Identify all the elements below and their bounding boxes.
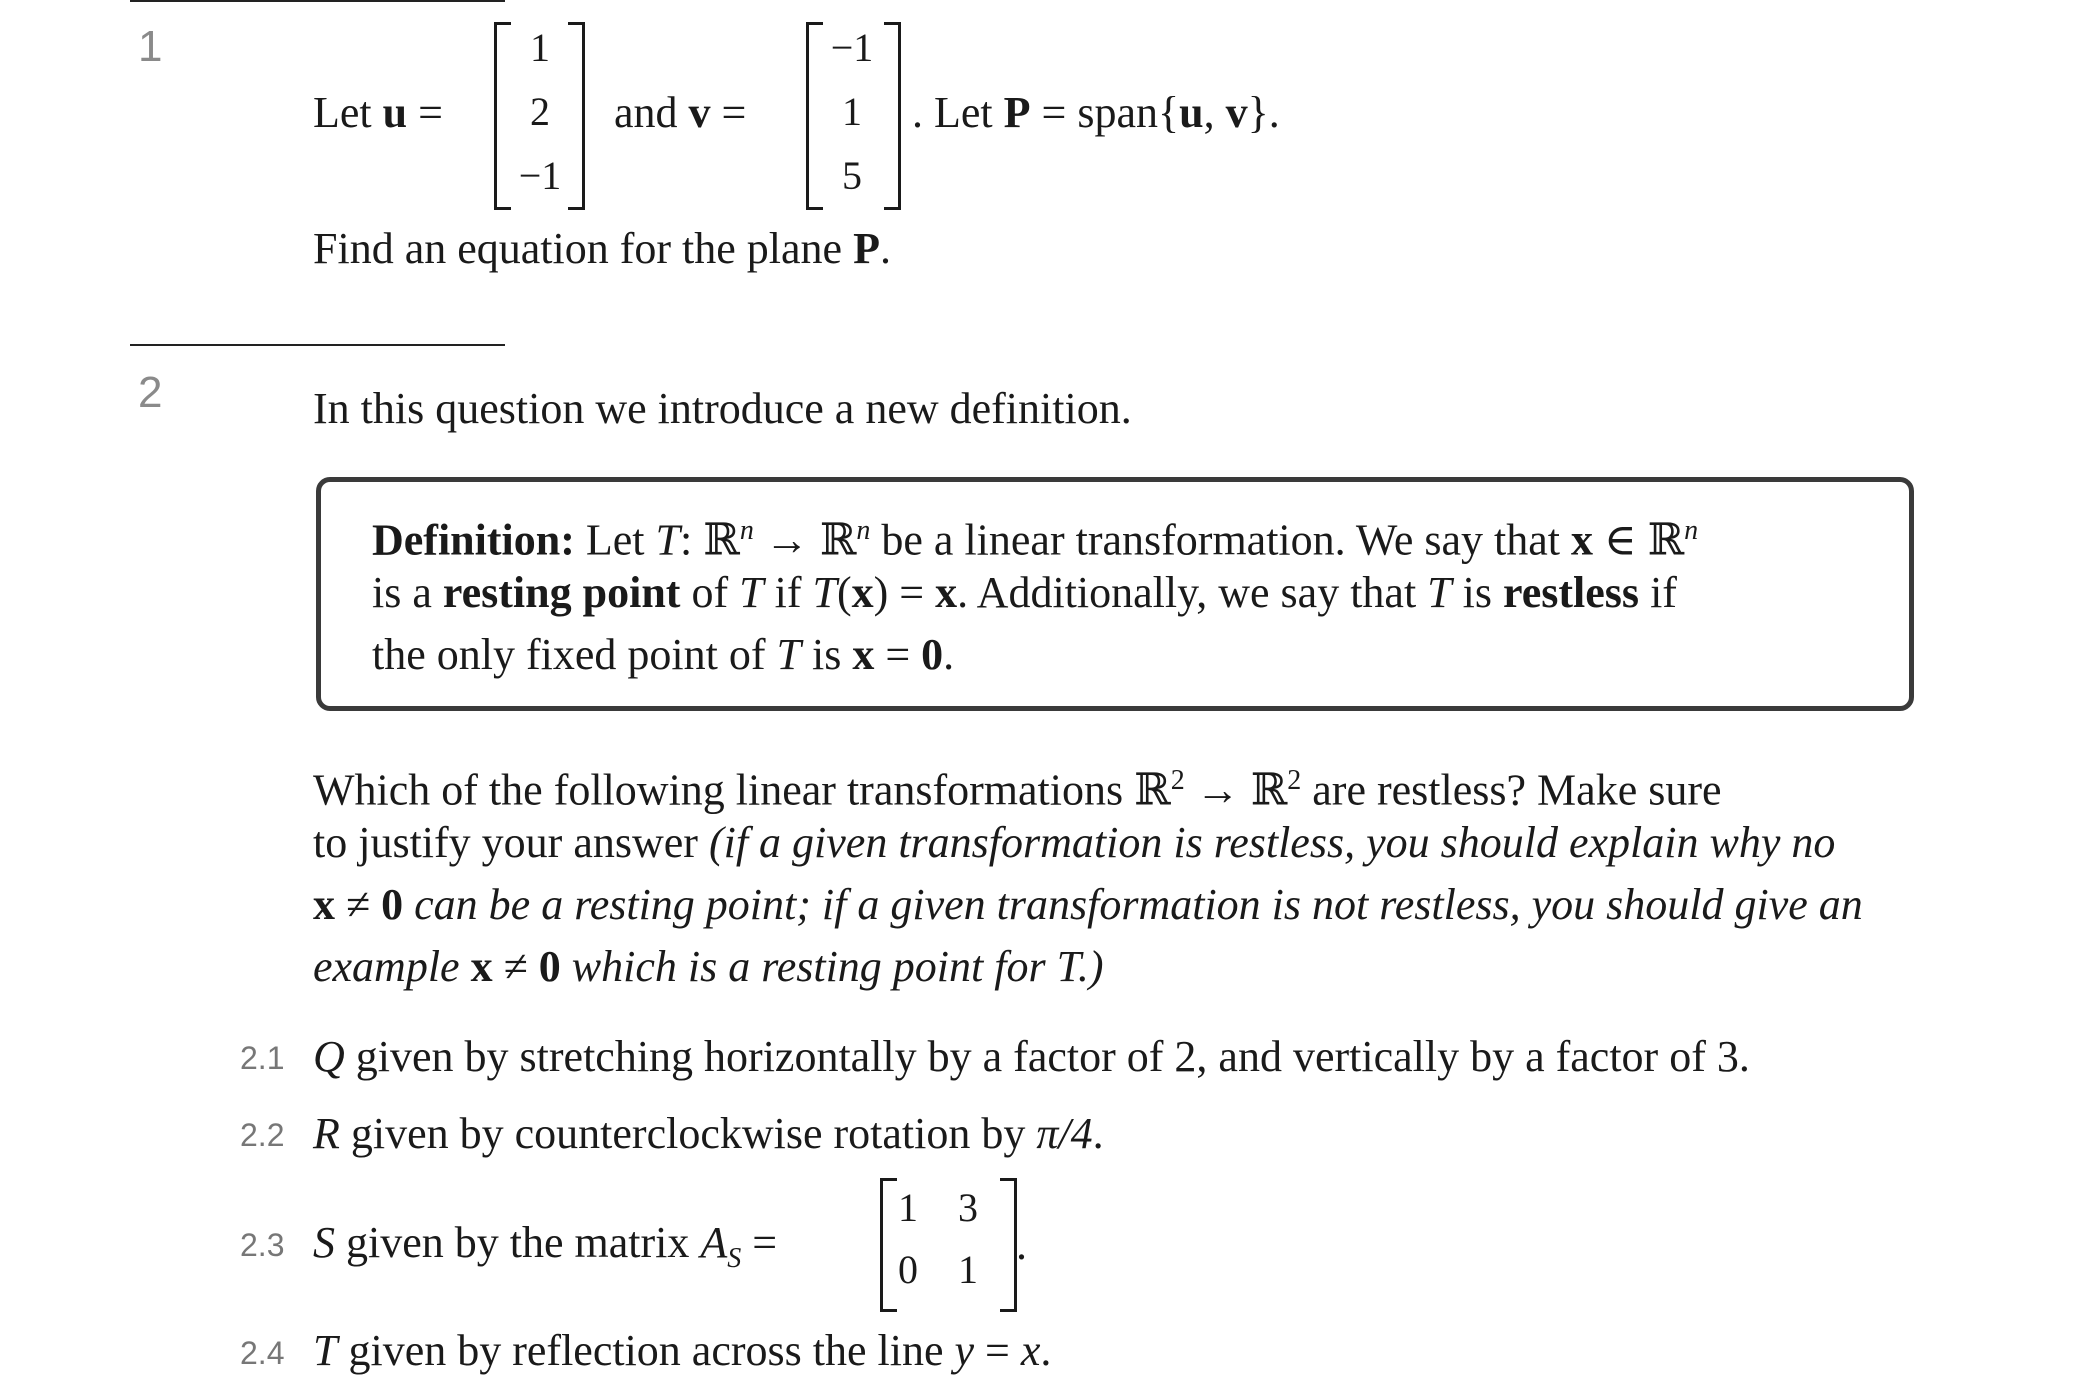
part-number-2-3: 2.3 bbox=[240, 1227, 285, 1263]
def-text: is bbox=[811, 630, 842, 679]
q-neq: ≠ bbox=[492, 942, 528, 991]
def-text: is a bbox=[372, 568, 432, 617]
def-sup: n bbox=[1684, 515, 1699, 546]
let-text: Let bbox=[313, 88, 372, 137]
span-comma: , bbox=[1203, 88, 1226, 137]
def-x: x bbox=[852, 630, 875, 679]
def-x: x bbox=[935, 568, 958, 617]
q-T: T bbox=[1056, 942, 1078, 991]
q-italic-text: .) bbox=[1077, 942, 1104, 991]
definition-line-2 bbox=[372, 562, 1677, 624]
def-x: x bbox=[1571, 515, 1594, 565]
let-p-text: . Let bbox=[912, 88, 993, 137]
span-u: u bbox=[1179, 88, 1204, 137]
q-italic-text: which is a resting point for bbox=[571, 942, 1046, 991]
part-text: given by stretching horizontally by a factor of 2, and vertically by a factor of 3. bbox=[355, 1032, 1750, 1081]
definition-line-3 bbox=[372, 624, 954, 686]
question-line-4 bbox=[313, 936, 1103, 998]
def-text: ( bbox=[836, 568, 852, 617]
def-text: is bbox=[1462, 568, 1493, 617]
p-symbol: P bbox=[1003, 88, 1031, 137]
q1-find-line bbox=[313, 218, 891, 280]
q-x: x bbox=[470, 942, 493, 991]
def-text: → ℝ bbox=[753, 515, 857, 565]
part-number-2-2: 2.2 bbox=[240, 1117, 285, 1153]
matrix-entry: 1 bbox=[958, 1247, 978, 1292]
def-text: : ℝ bbox=[680, 515, 740, 565]
v-vector-entry: −1 bbox=[830, 25, 874, 70]
u-symbol: u bbox=[382, 88, 408, 137]
question-number-2: 2 bbox=[138, 368, 163, 417]
q-text: → ℝ bbox=[1184, 765, 1288, 815]
span-v: v bbox=[1225, 88, 1248, 137]
part-math-y: y bbox=[954, 1326, 975, 1375]
def-x: x bbox=[851, 568, 874, 617]
matrix-entry: 0 bbox=[898, 1247, 918, 1292]
question-divider bbox=[130, 344, 505, 346]
def-T: T bbox=[776, 630, 801, 679]
part-var: S bbox=[313, 1218, 335, 1267]
span-close: }. bbox=[1247, 88, 1280, 137]
part-math: π/4 bbox=[1036, 1109, 1093, 1158]
def-text: if bbox=[1650, 568, 1677, 617]
def-T: T bbox=[1427, 568, 1452, 617]
def-sup: n bbox=[739, 515, 754, 546]
part-text: given by counterclockwise rotation by bbox=[350, 1109, 1026, 1158]
def-text: Let bbox=[585, 515, 645, 565]
part-2-1 bbox=[313, 1026, 1750, 1088]
part-end: . bbox=[1092, 1109, 1104, 1158]
def-T: T bbox=[739, 568, 764, 617]
matrix-entry: 3 bbox=[958, 1185, 978, 1230]
matrix-end: . bbox=[1016, 1220, 1027, 1269]
q-text: Which of the following linear transformations ℝ bbox=[313, 765, 1171, 815]
def-text: ∈ ℝ bbox=[1593, 515, 1685, 565]
q-text: to justify your answer bbox=[313, 818, 698, 867]
part-number-2-1: 2.1 bbox=[240, 1040, 285, 1076]
part-2-2 bbox=[313, 1103, 1104, 1165]
q-italic-text: (if a given transformation is restless, you should explain why no bbox=[708, 818, 1836, 867]
part-2-4 bbox=[313, 1320, 1051, 1382]
q-italic-text: can be a resting point; if a given transformation is not restless, you should give an bbox=[414, 880, 1863, 929]
question-line-2 bbox=[313, 812, 1835, 874]
matrix-sub: S bbox=[727, 1242, 742, 1274]
definition-line-1 bbox=[372, 500, 1698, 572]
q-x: x bbox=[313, 880, 335, 929]
u-vector-entry: 2 bbox=[530, 89, 550, 134]
top-divider bbox=[130, 0, 505, 2]
v-vector-entry: 5 bbox=[842, 153, 862, 198]
matrix-entry: 1 bbox=[898, 1185, 918, 1230]
def-text: ) = bbox=[873, 568, 925, 617]
q1-and-text bbox=[614, 82, 746, 144]
q-text: are restless? Make sure bbox=[1301, 765, 1722, 815]
def-text: of bbox=[691, 568, 729, 617]
q1-span-text bbox=[912, 82, 1280, 144]
and-text: and bbox=[614, 88, 678, 137]
def-text: be a linear transformation. We say that bbox=[870, 515, 1561, 565]
u-vector-entry: −1 bbox=[518, 153, 562, 198]
part-var: R bbox=[313, 1109, 340, 1158]
question-line-1 bbox=[313, 750, 1722, 822]
def-sup: n bbox=[856, 515, 871, 546]
v-vector-entry: 1 bbox=[842, 89, 862, 134]
part-var: Q bbox=[313, 1032, 345, 1081]
matrix-eq: = bbox=[752, 1218, 778, 1267]
def-text: the only fixed point of bbox=[372, 630, 766, 679]
part-math-eq: = bbox=[974, 1326, 1021, 1375]
def-restless: restless bbox=[1503, 568, 1640, 617]
q-sup: 2 bbox=[1170, 765, 1185, 796]
question-number-1: 1 bbox=[138, 22, 163, 71]
part-text: given by the matrix bbox=[346, 1218, 690, 1267]
q-italic-text: example bbox=[313, 942, 460, 991]
u-vector-entry: 1 bbox=[530, 25, 550, 70]
find-p-symbol: P bbox=[853, 224, 880, 273]
q-sup: 2 bbox=[1287, 765, 1302, 796]
v-symbol: v bbox=[688, 88, 711, 137]
definition-label: Definition: bbox=[372, 515, 575, 565]
question-line-3 bbox=[313, 874, 1863, 936]
part-var: T bbox=[313, 1326, 338, 1375]
def-resting-point: resting point bbox=[442, 568, 681, 617]
q-neq: ≠ bbox=[335, 880, 371, 929]
def-text: if bbox=[774, 568, 802, 617]
equals-sign: = bbox=[721, 88, 747, 137]
part-number-2-4: 2.4 bbox=[240, 1335, 285, 1371]
q1-let-line bbox=[313, 82, 443, 144]
q2-intro: In this question we introduce a new definition. bbox=[313, 384, 1132, 433]
def-T: T bbox=[812, 568, 837, 617]
def-text: . bbox=[943, 630, 955, 679]
part-end: . bbox=[1040, 1326, 1052, 1375]
find-end: . bbox=[879, 224, 891, 273]
def-T: T bbox=[655, 515, 681, 565]
part-2-3 bbox=[313, 1212, 777, 1290]
def-zero: 0 bbox=[921, 630, 944, 679]
def-text: = bbox=[874, 630, 911, 679]
equals-sign: = bbox=[418, 88, 443, 137]
q-zero: 0 bbox=[538, 942, 561, 991]
span-open: = span{ bbox=[1041, 88, 1180, 137]
matrix-var: A bbox=[700, 1218, 728, 1267]
find-text: Find an equation for the plane bbox=[313, 224, 843, 273]
q-zero: 0 bbox=[381, 880, 404, 929]
part-math-x: x bbox=[1020, 1326, 1041, 1375]
def-text: . Additionally, we say that bbox=[957, 568, 1417, 617]
part-text: given by reflection across the line bbox=[348, 1326, 944, 1375]
